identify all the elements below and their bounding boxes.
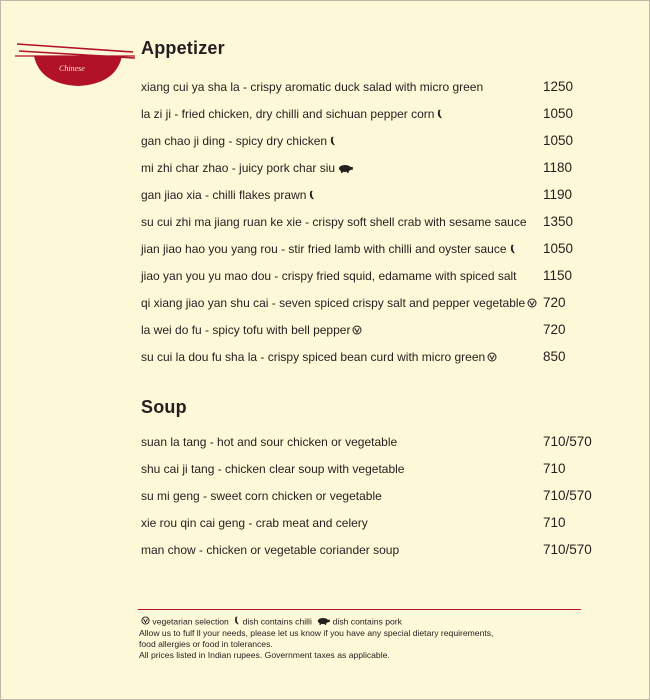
vegetarian-icon	[487, 349, 497, 367]
menu-item-name: su cui zhi ma jiang ruan ke xie - crispy soft shell crab with sesame sauce	[141, 215, 527, 229]
menu-item-price: 710/570	[543, 488, 592, 503]
menu-item-price: 1050	[543, 241, 574, 256]
menu-item-name: su mi geng - sweet corn chicken or vegetable	[141, 489, 382, 503]
footer-divider	[138, 609, 581, 610]
menu-item-price: 1050	[543, 106, 574, 121]
vegetarian-icon	[352, 322, 362, 340]
menu-item	[141, 321, 611, 339]
menu-item	[141, 213, 611, 231]
menu-item-name: qi xiang jiao yan shu cai - seven spiced crispy salt and pepper vegetable	[141, 296, 526, 310]
menu-item-price: 710/570	[543, 434, 592, 449]
menu-item	[141, 267, 611, 285]
menu-item-price: 1050	[543, 133, 574, 148]
menu-item	[141, 159, 611, 177]
chilli-icon	[308, 187, 315, 205]
menu-item-name: gan jiao xia - chilli flakes prawn	[141, 188, 307, 202]
menu-item-name: suan la tang - hot and sour chicken or vegetable	[141, 435, 398, 449]
menu-item-price: 710/570	[543, 542, 592, 557]
chinese-bowl-logo	[14, 40, 136, 88]
pork-icon	[316, 617, 330, 628]
menu-item-price: 1350	[543, 214, 574, 229]
svg-text:Chinese: Chinese	[59, 64, 85, 73]
note-allergies: food allergies or food in tolerances.	[139, 639, 273, 649]
menu-item	[141, 487, 611, 505]
chilli-icon	[509, 241, 516, 259]
menu-item-price: 710	[543, 461, 566, 476]
section-title: Soup	[141, 397, 187, 417]
menu-item-name: man chow - chicken or vegetable coriander soup	[141, 543, 400, 557]
menu-item-name: la wei do fu - spicy tofu with bell pepper	[141, 323, 351, 337]
menu-item-name: gan chao ji ding - spicy dry chicken	[141, 134, 328, 148]
legend-chilli-label: dish contains chilli	[242, 616, 312, 627]
menu-item-name: su cui la dou fu sha la - crispy spiced bean curd with micro green	[141, 350, 486, 364]
menu-item	[141, 105, 611, 123]
legend-pork-label: dish contains pork	[332, 616, 402, 627]
menu-item-name: jiao yan you yu mao dou - crispy fried squid, edamame with spiced salt	[141, 269, 517, 283]
menu-item-price: 710	[543, 515, 566, 530]
menu-item	[141, 348, 611, 366]
vegetarian-icon	[141, 616, 150, 628]
vegetarian-icon	[527, 295, 537, 313]
menu-item	[141, 541, 611, 559]
menu-item-price: 850	[543, 349, 566, 364]
footer	[139, 616, 609, 661]
menu-item	[141, 78, 611, 96]
menu-item	[141, 240, 611, 258]
menu-item-price: 1190	[543, 187, 573, 202]
menu-item	[141, 514, 611, 532]
chilli-icon	[436, 106, 443, 124]
legend-line	[139, 616, 609, 628]
menu-item-price: 1150	[543, 268, 573, 283]
menu-item	[141, 132, 611, 150]
chilli-icon	[329, 133, 336, 151]
note-dietary: Allow us to fulf ll your needs, please let us know if you have any special dietary requirements,	[139, 628, 494, 638]
menu-item-price: 1250	[543, 79, 574, 94]
menu-item-name: jian jiao hao you yang rou - stir fried lamb with chilli and oyster sauce	[141, 242, 507, 256]
menu-item-price: 720	[543, 322, 566, 337]
note-prices: All prices listed in Indian rupees. Government taxes as applicable.	[139, 650, 390, 660]
menu-item	[141, 433, 611, 451]
menu-item	[141, 186, 611, 204]
menu-item	[141, 460, 611, 478]
chilli-icon	[233, 616, 240, 628]
menu-item-price: 1180	[543, 160, 573, 175]
menu-item-name: mi zhi char zhao - juicy pork char siu	[141, 161, 336, 175]
menu-item-name: xiang cui ya sha la - crispy aromatic duck salad with micro green	[141, 80, 484, 94]
legend-vegetarian-label: vegetarian selection	[152, 616, 229, 627]
section-title: Appetizer	[141, 38, 225, 58]
menu-item	[141, 294, 611, 312]
menu-item-name: la zi ji - fried chicken, dry chilli and sichuan pepper corn	[141, 107, 435, 121]
pork-icon	[337, 160, 353, 178]
menu-item-name: xie rou qin cai geng - crab meat and celery	[141, 516, 368, 530]
menu-item-name: shu cai ji tang - chicken clear soup with vegetable	[141, 462, 405, 476]
menu-item-price: 720	[543, 295, 566, 310]
